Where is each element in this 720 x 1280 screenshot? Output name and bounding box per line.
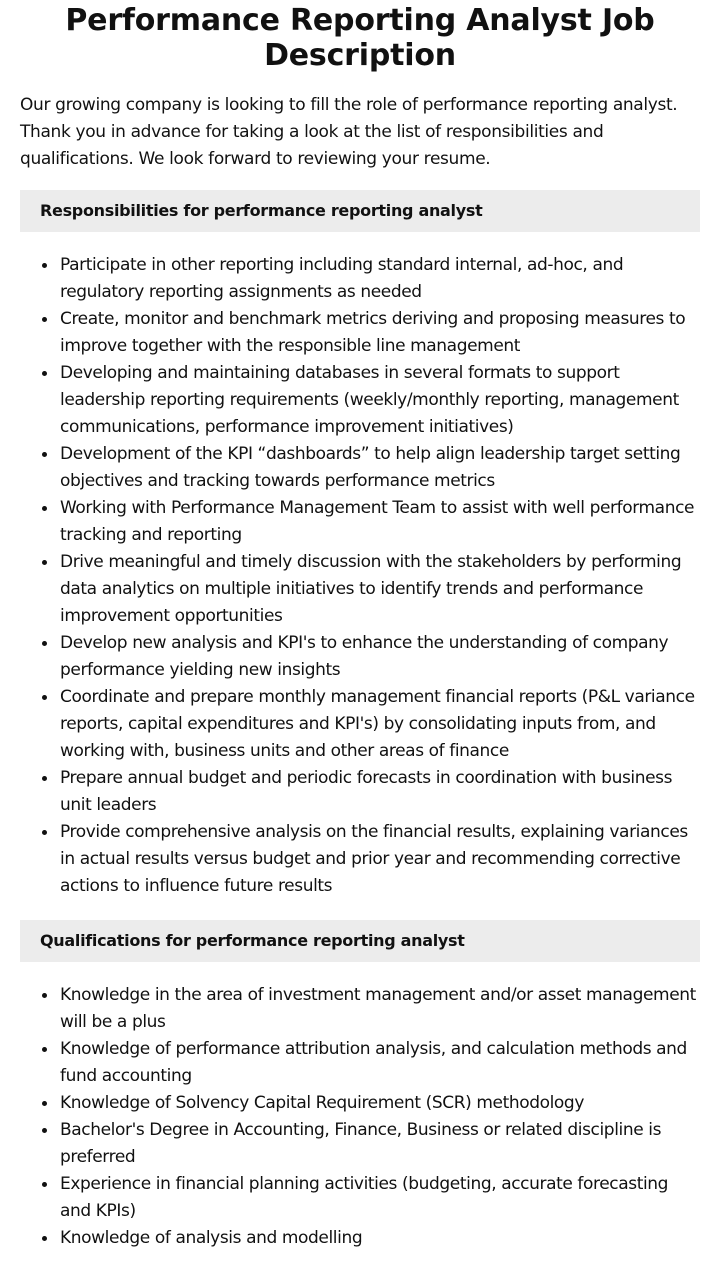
list-item: Prepare annual budget and periodic forecasts in coordination with business unit leaders	[60, 765, 700, 819]
list-item: Knowledge of Solvency Capital Requirement (SCR) methodology	[60, 1090, 700, 1117]
qualifications-list	[20, 982, 700, 1252]
responsibilities-list	[20, 252, 700, 900]
list-item: Drive meaningful and timely discussion with the stakeholders by performing data analytics on multiple initiatives to identify trends and performance improvement opportunities	[60, 549, 700, 630]
list-item: Developing and maintaining databases in several formats to support leadership reporting requirements (weekly/monthly reporting, management communications, performance improvement initiatives)	[60, 360, 700, 441]
list-item: Knowledge of analysis and modelling	[60, 1225, 700, 1252]
page-title: Performance Reporting Analyst Job Description	[65, 3, 655, 73]
list-item: Coordinate and prepare monthly management financial reports (P&L variance reports, capital expenditures and KPI's) by consolidating inputs from, and working with, business units and other areas of finance	[60, 684, 700, 765]
list-item: Experience in financial planning activities (budgeting, accurate forecasting and KPIs)	[60, 1171, 700, 1225]
intro-paragraph: Our growing company is looking to fill the role of performance reporting analyst. Thank you in advance for taking a look at the list of responsibilities and qualifications. We look forward to reviewing your resume.	[20, 95, 678, 169]
list-item: Knowledge of performance attribution analysis, and calculation methods and fund accounting	[60, 1036, 700, 1090]
qualifications-heading: Qualifications for performance reporting analyst	[20, 920, 700, 962]
list-item: Development of the KPI “dashboards” to help align leadership target setting objectives and tracking towards performance metrics	[60, 441, 700, 495]
list-item: Knowledge in the area of investment management and/or asset management will be a plus	[60, 982, 700, 1036]
list-item: Create, monitor and benchmark metrics deriving and proposing measures to improve together with the responsible line management	[60, 306, 700, 360]
list-item: Develop new analysis and KPI's to enhance the understanding of company performance yielding new insights	[60, 630, 700, 684]
list-item: Bachelor's Degree in Accounting, Finance, Business or related discipline is preferred	[60, 1117, 700, 1171]
list-item: Working with Performance Management Team to assist with well performance tracking and reporting	[60, 495, 700, 549]
responsibilities-heading: Responsibilities for performance reporting analyst	[20, 190, 700, 232]
list-item: Participate in other reporting including standard internal, ad-hoc, and regulatory reporting assignments as needed	[60, 252, 700, 306]
list-item: Provide comprehensive analysis on the financial results, explaining variances in actual results versus budget and prior year and recommending corrective actions to influence future results	[60, 819, 700, 900]
